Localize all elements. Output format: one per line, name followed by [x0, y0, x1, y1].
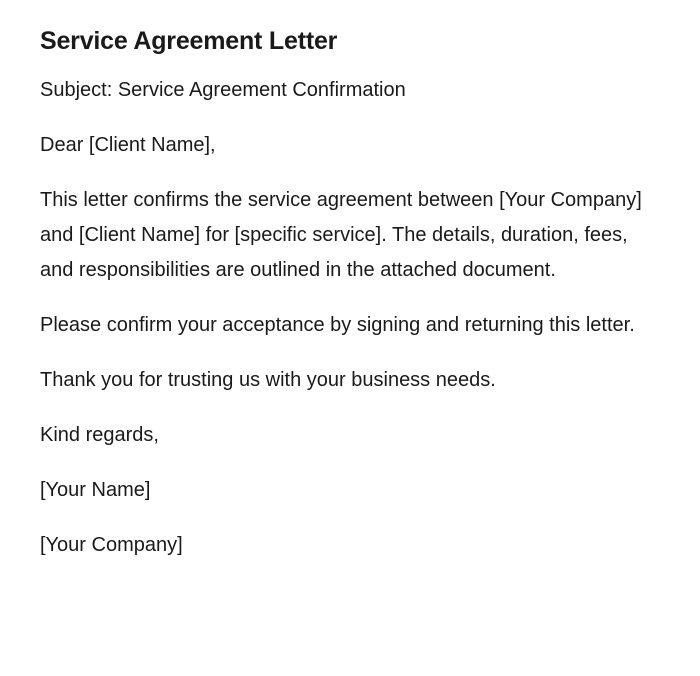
document-title: Service Agreement Letter — [40, 27, 338, 55]
signer-name: [Your Name] — [40, 479, 151, 501]
body-paragraph-3: Thank you for trusting us with your business needs. — [40, 369, 496, 391]
body-paragraph-1: This letter confirms the service agreement between [Your Company] and [Client Name] for [specific service]. The details, duration, fees, and responsibilities are outlined in the attached document. — [40, 189, 642, 281]
subject-line: Subject: Service Agreement Confirmation — [40, 79, 406, 101]
closing: Kind regards, — [40, 424, 159, 446]
body-paragraph-2: Please confirm your acceptance by signing and returning this letter. — [40, 314, 635, 336]
signer-company: [Your Company] — [40, 534, 183, 556]
letter-document — [40, 22, 650, 583]
salutation: Dear [Client Name], — [40, 134, 216, 156]
